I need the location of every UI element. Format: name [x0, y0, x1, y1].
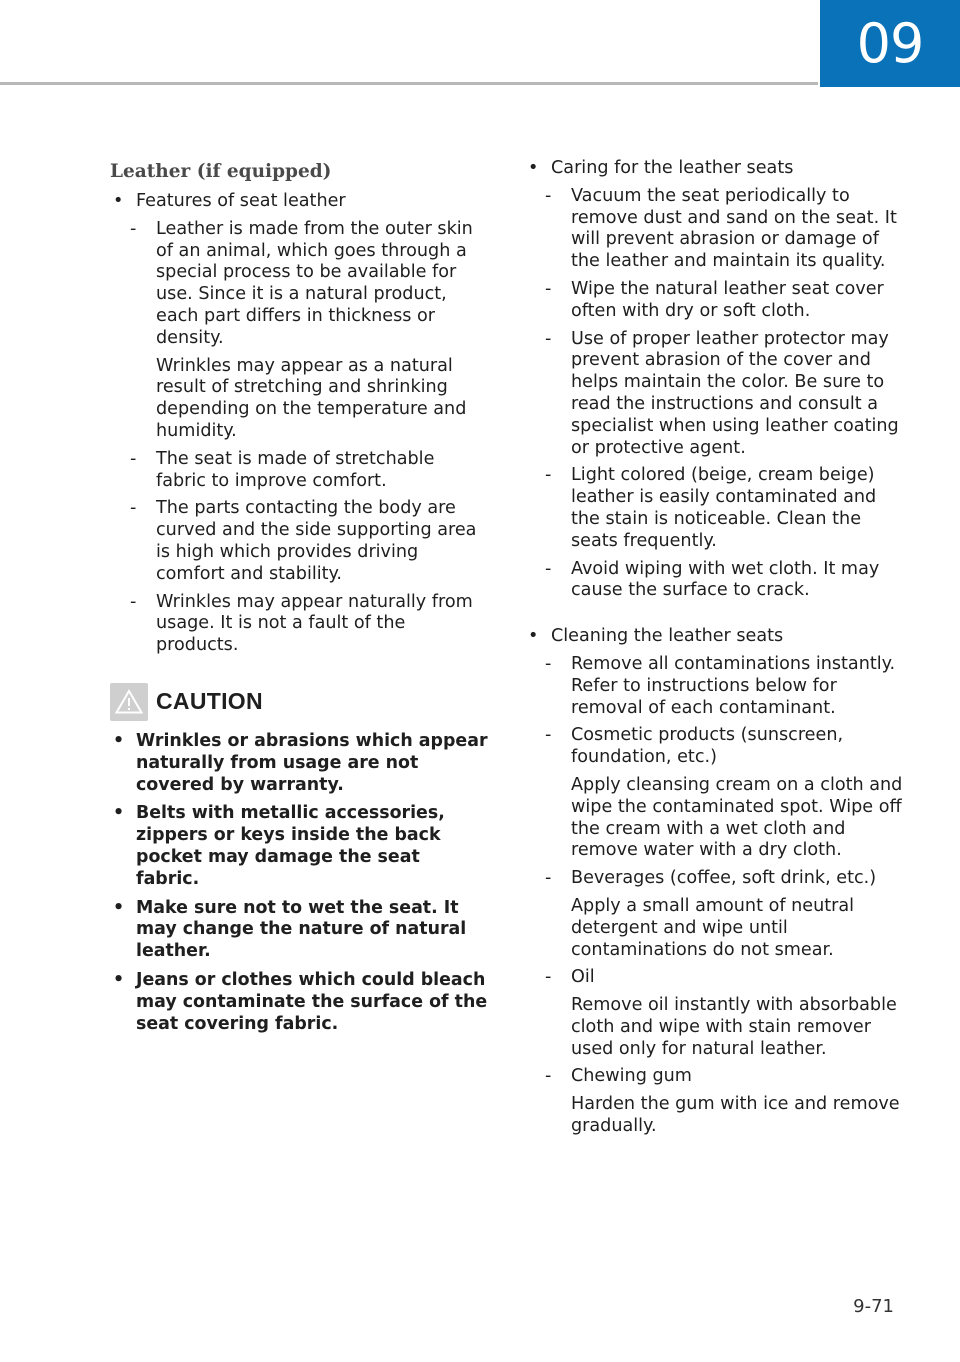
- sub-text: Wrinkles may appear naturally from usage. It is not a fault of the products.: [156, 591, 473, 656]
- sub-item: - Wipe the natural leather seat cover often with dry or soft cloth.: [525, 279, 910, 323]
- bullet-label: Caring for the leather seats: [551, 158, 794, 178]
- bullet-caring: [525, 158, 910, 180]
- bullet-dot: •: [528, 626, 539, 647]
- caution-item: • Jeans or clothes which could bleach may contaminate the surface of the seat covering fabric.: [113, 969, 488, 1034]
- header-rule: [0, 82, 818, 85]
- right-column: [525, 158, 910, 1144]
- sub-text: Vacuum the seat periodically to remove dust and sand on the seat. It will prevent abrasion or damage of the leather and maintain its quality.: [571, 185, 897, 272]
- page-number: 9-71: [853, 1296, 894, 1317]
- sub-item: - Remove all contaminations instantly. Refer to instructions below for removal of each contaminant.: [525, 654, 910, 719]
- sub-text: Apply a small amount of neutral detergent and wipe until contaminations do not smear.: [571, 895, 855, 960]
- caution-item: • Make sure not to wet the seat. It may change the nature of natural leather.: [113, 897, 467, 962]
- sub-item: - The seat is made of stretchable fabric to improve comfort.: [110, 449, 488, 493]
- sub-text: Wrinkles may appear as a natural result of stretching and shrinking depending on the temperature and humidity.: [156, 355, 467, 441]
- sub-item: - Beverages (coffee, soft drink, etc.) Apply a small amount of neutral detergent and wipe until contaminations do not smear.: [525, 868, 910, 961]
- sub-text: Wipe the natural leather seat cover often with dry or soft cloth.: [571, 278, 884, 321]
- sub-text: Cosmetic products (sunscreen, foundation, etc.): [571, 725, 844, 768]
- sub-text: Remove oil instantly with absorbable cloth and wipe with stain remover used only for natural leather.: [571, 995, 897, 1059]
- sub-item: - Use of proper leather protector may prevent abrasion of the cover and helps maintain the color. Be sure to read the instructions and consult a specialist when using leather coating or protective agent.: [525, 329, 910, 460]
- sub-item: - Avoid wiping with wet cloth. It may cause the surface to crack.: [525, 559, 910, 603]
- warning-triangle-icon: [110, 683, 148, 721]
- sub-item: - Vacuum the seat periodically to remove dust and sand on the seat. It will prevent abrasion or damage of the leather and maintain its quality.: [525, 186, 910, 273]
- sub-item: - Cosmetic products (sunscreen, foundation, etc.) Apply cleansing cream on a cloth and wipe the contaminated spot. Wipe off the cream with a wet cloth and remove water with a dry cloth.: [525, 725, 910, 862]
- sub-text: The seat is made of stretchable fabric to improve comfort.: [156, 448, 435, 491]
- sub-text: Harden the gum with ice and remove gradually.: [571, 1094, 900, 1137]
- sub-text: Avoid wiping with wet cloth. It may cause the surface to crack.: [571, 558, 880, 601]
- bullet-cleaning: [525, 626, 910, 648]
- sub-item: - Wrinkles may appear naturally from usage. It is not a fault of the products.: [110, 592, 488, 657]
- sub-text: The parts contacting the body are curved and the side supporting area is high which provides driving comfort and stability.: [156, 498, 477, 584]
- sub-text: Leather is made from the outer skin of an animal, which goes through a special process to be available for use. Since it is a natural product, each part differs in thickness or density.: [156, 218, 473, 348]
- bullet-dot: •: [528, 158, 539, 178]
- sub-text: Remove all contaminations instantly. Refer to instructions below for removal of each contaminant.: [571, 653, 896, 718]
- sub-text: Light colored (beige, cream beige) leather is easily contaminated and the stain is noticeable. Clean the seats frequently.: [571, 465, 877, 551]
- sub-item: - Oil Remove oil instantly with absorbable cloth and wipe with stain remover used only for natural leather.: [525, 967, 910, 1060]
- sub-text: Chewing gum: [571, 1066, 692, 1087]
- sub-text: Oil: [571, 967, 595, 988]
- bullet-label: Features of seat leather: [136, 191, 346, 211]
- section-heading: Leather (if equipped): [110, 161, 332, 182]
- chapter-tab: 09: [820, 0, 960, 87]
- sub-item: - Leather is made from the outer skin of an animal, which goes through a special process to be available for use. Since it is a natural product, each part differs in thickness or density. Wrinkles may appear as a natural result of stretching and shrinking depending on the temperature and humidity.: [110, 219, 488, 443]
- sub-item: - Light colored (beige, cream beige) leather is easily contaminated and the stain is noticeable. Clean the seats frequently.: [525, 465, 910, 552]
- sub-item: - The parts contacting the body are curved and the side supporting area is high which provides driving comfort and stability.: [110, 498, 488, 585]
- sub-text: Apply cleansing cream on a cloth and wipe the contaminated spot. Wipe off the cream with a wet cloth and remove water with a dry cloth.: [571, 774, 903, 861]
- bullet-label: Cleaning the leather seats: [551, 626, 784, 647]
- caution-item: • Wrinkles or abrasions which appear naturally from usage are not covered by warranty.: [113, 730, 488, 795]
- caution-item: • Belts with metallic accessories, zippers or keys inside the back pocket may damage the seat fabric.: [113, 803, 445, 889]
- bullet-features: [110, 191, 488, 213]
- caution-title: CAUTION: [156, 688, 263, 715]
- sub-text: Beverages (coffee, soft drink, etc.): [571, 868, 877, 889]
- sub-item: - Chewing gum Harden the gum with ice and remove gradually.: [525, 1066, 910, 1137]
- sub-text: Use of proper leather protector may prevent abrasion of the cover and helps maintain the color. Be sure to read the instructions and consult a specialist when using leather coating or protective agent.: [571, 328, 899, 458]
- left-column: [110, 158, 488, 1042]
- bullet-dot: •: [113, 191, 124, 211]
- caution-header: [110, 683, 488, 721]
